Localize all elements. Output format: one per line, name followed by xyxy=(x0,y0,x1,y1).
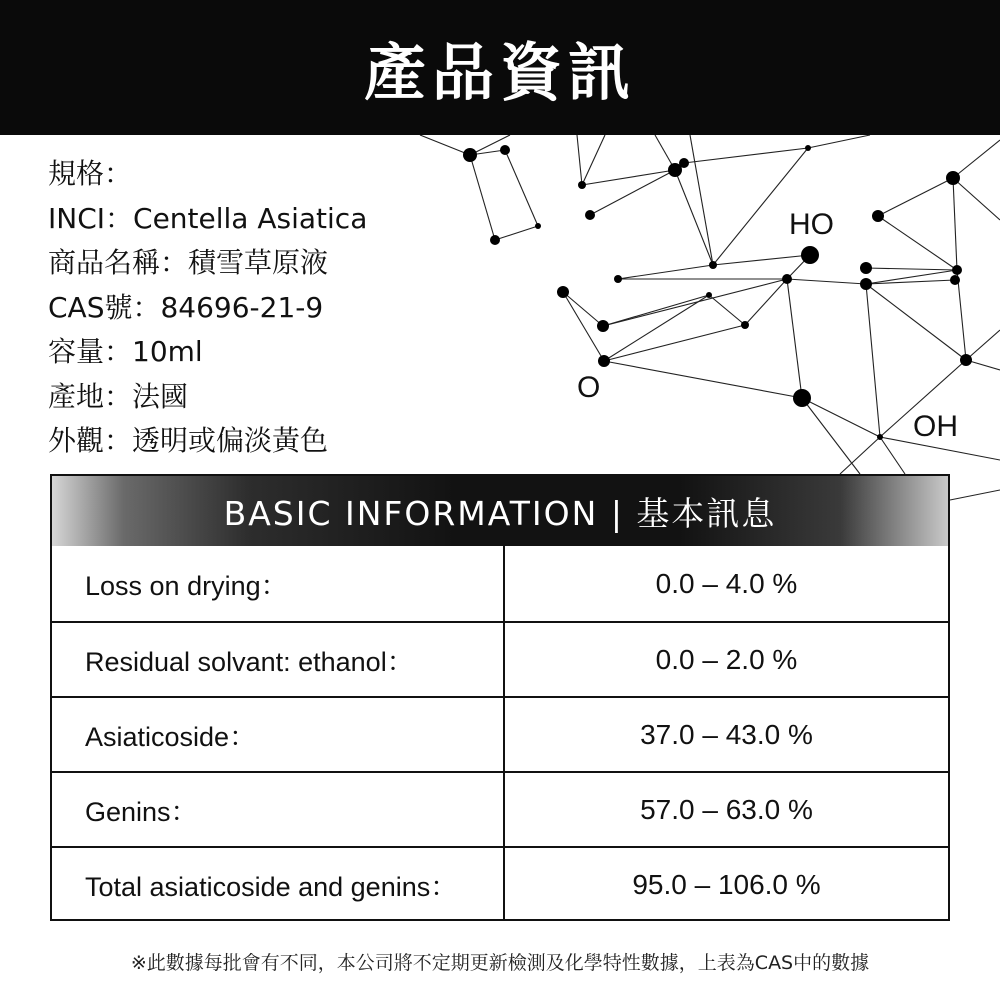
table-row xyxy=(52,846,948,921)
footnote: ※此數據每批會有不同，本公司將不定期更新檢測及化學特性數據，上表為CAS中的數據 xyxy=(130,952,870,974)
molecule-label-oh: OH xyxy=(913,410,958,443)
molecule-label-o: O xyxy=(577,371,601,404)
row-value: 0.0 – 4.0 % xyxy=(655,567,798,599)
spec-item-volume: 容量：10ml xyxy=(48,335,203,368)
table-body xyxy=(52,546,948,921)
page-title: 產品資訊 xyxy=(363,36,636,109)
table-heading: BASIC INFORMATION | 基本訊息 xyxy=(52,476,948,546)
table-row xyxy=(52,771,948,846)
table-row xyxy=(52,546,948,621)
spec-item-spec: 規格： xyxy=(48,157,133,190)
row-label: Loss on drying： xyxy=(52,546,505,621)
spec-item-cas: CAS號：84696-21-9 xyxy=(48,290,324,324)
row-label: Asiaticoside： xyxy=(52,698,505,771)
row-value: 37.0 – 43.0 % xyxy=(640,718,813,750)
table-row xyxy=(52,696,948,771)
basic-information-table xyxy=(50,474,950,921)
row-value: 57.0 – 63.0 % xyxy=(640,793,813,825)
spec-item-product-name: 商品名稱：積雪草原液 xyxy=(48,246,329,279)
spec-item-appearance: 外觀：透明或偏淡黃色 xyxy=(48,424,329,457)
row-label: Genins： xyxy=(52,773,505,846)
row-value: 95.0 – 106.0 % xyxy=(632,868,821,900)
row-value: 0.0 – 2.0 % xyxy=(655,643,798,675)
page-header xyxy=(0,0,1000,135)
spec-item-origin: 產地：法國 xyxy=(48,379,189,413)
row-label: Residual solvant: ethanol： xyxy=(52,623,505,696)
spec-item-inci: INCI：Centella Asiatica xyxy=(48,201,368,235)
row-label: Total asiaticoside and genins： xyxy=(52,848,505,921)
molecule-label-ho: HO xyxy=(789,208,834,241)
spec-list xyxy=(48,152,367,464)
table-row xyxy=(52,621,948,696)
